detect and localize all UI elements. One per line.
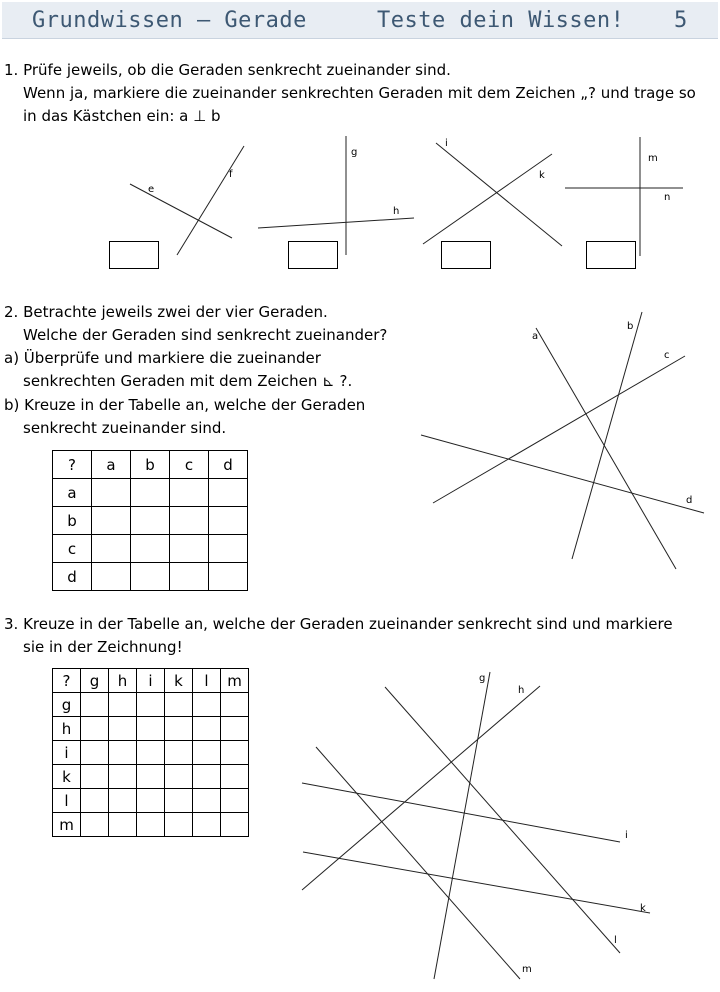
label-k: k — [640, 903, 646, 914]
label-m: m — [648, 153, 658, 164]
task3-instruction-1: 3. Kreuze in der Tabelle an, welche der Geraden zueinander senkrecht sind und markiere — [4, 615, 673, 633]
row-header: a — [53, 479, 92, 507]
label-g: g — [479, 673, 486, 684]
task2-part-b-2: senkrecht zueinander sind. — [23, 419, 227, 437]
column-header: d — [209, 451, 248, 479]
label-a: a — [532, 331, 539, 342]
table-corner: ? — [53, 451, 92, 479]
row-header: c — [53, 535, 92, 563]
column-header: i — [137, 669, 165, 693]
page-number: 5 — [674, 8, 688, 33]
row-header: k — [53, 765, 81, 789]
label-d: d — [686, 495, 693, 506]
row-header: m — [53, 813, 81, 837]
header-subtitle: Teste dein Wissen! — [377, 8, 625, 33]
line-k — [303, 852, 650, 913]
line-m — [316, 747, 520, 979]
row-header: b — [53, 507, 92, 535]
header-title: Grundwissen – Gerade — [32, 8, 307, 33]
label-c: c — [664, 350, 670, 361]
task2-part-a-1: a) Überprüfe und markiere die zueinander — [4, 349, 321, 367]
row-header: l — [53, 789, 81, 813]
task2-instruction-1: 2. Betrachte jeweils zwei der vier Geraden. — [4, 303, 328, 321]
label-l: l — [614, 935, 617, 946]
label-f: f — [229, 169, 233, 180]
task1-instruction-2: Wenn ja, markiere die zueinander senkrechten Geraden mit dem Zeichen „? und trage so — [23, 84, 696, 102]
column-header: g — [81, 669, 109, 693]
column-header: k — [165, 669, 193, 693]
label-b: b — [627, 321, 634, 332]
label-m: m — [522, 964, 532, 975]
row-header: g — [53, 693, 81, 717]
label-i: i — [445, 138, 448, 149]
column-header: h — [109, 669, 137, 693]
task2-part-a-2: senkrechten Geraden mit dem Zeichen ⊾ ?. — [23, 372, 353, 390]
label-n: n — [664, 192, 671, 203]
label-k: k — [539, 170, 545, 181]
task2-instruction-2: Welche der Geraden sind senkrecht zueinander? — [23, 326, 388, 344]
label-g: g — [351, 147, 358, 158]
line-l — [385, 687, 620, 953]
line-h — [302, 686, 540, 890]
label-h: h — [393, 206, 400, 217]
column-header: a — [92, 451, 131, 479]
column-header: b — [131, 451, 170, 479]
label-i: i — [625, 830, 628, 841]
label-h: h — [518, 685, 525, 696]
task1-instruction-1: 1. Prüfe jeweils, ob die Geraden senkrecht zueinander sind. — [4, 61, 451, 79]
row-header: h — [53, 717, 81, 741]
row-header: d — [53, 563, 92, 591]
line-g — [434, 672, 490, 979]
label-e: e — [148, 184, 155, 195]
task2-part-b-1: b) Kreuze in der Tabelle an, welche der Geraden — [4, 396, 366, 414]
row-header: i — [53, 741, 81, 765]
task3-instruction-2: sie in der Zeichnung! — [23, 638, 183, 656]
column-header: m — [221, 669, 249, 693]
column-header: c — [170, 451, 209, 479]
table-corner: ? — [53, 669, 81, 693]
column-header: l — [193, 669, 221, 693]
task1-instruction-3: in das Kästchen ein: a ⊥ b — [23, 107, 221, 125]
